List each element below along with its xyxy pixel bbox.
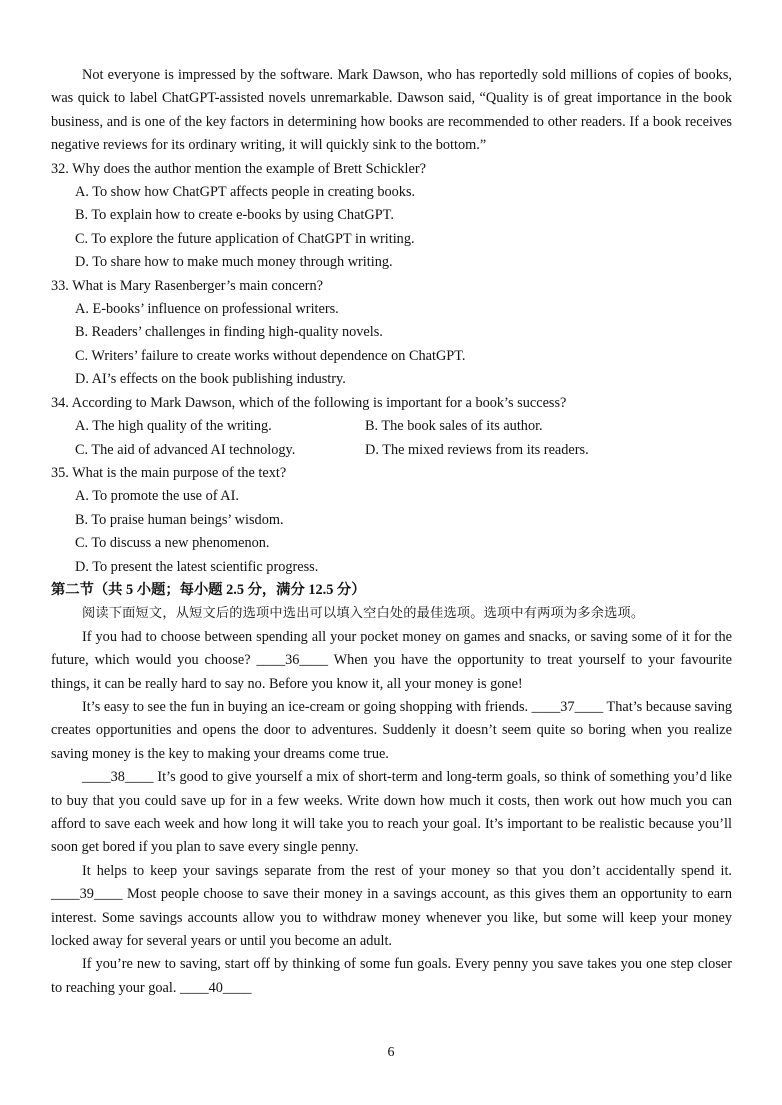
section-instruction: 阅读下面短文，从短文后的选项中选出可以填入空白处的最佳选项。选项中有两项为多余选项。 [82, 606, 645, 622]
option-a: A. To show how ChatGPT affects people in creating books. [75, 184, 416, 201]
option-a: A. The high quality of the writing. [75, 418, 272, 435]
option-a: A. E-books’ influence on professional writers. [75, 301, 339, 318]
section-heading: 第二节（共 5 小题；每小题 2.5 分，满分 12.5 分） [51, 581, 366, 598]
question-stem: 33. What is Mary Rasenberger’s main concern? [51, 277, 323, 294]
cloze-paragraph-1: If you had to choose between spending all your pocket money on games and snacks, or saving some of it for the future, which would you choose? ____36____ When you have the opportunity to treat yourself to your favourite things, it can be really hard to say no. Before you know it, all your money is gone! [51, 628, 732, 692]
option-row [51, 439, 732, 462]
option-c: C. To explore the future application of ChatGPT in writing. [75, 230, 415, 247]
page-number: 6 [387, 1045, 395, 1060]
option-d: D. AI’s effects on the book publishing industry. [75, 371, 346, 388]
question-33 [51, 275, 732, 392]
cloze-paragraph-3: ____38____ It’s good to give yourself a mix of short-term and long-term goals, so think of something you’d like to buy that you could save up for in a few weeks. Write down how much it costs, then work out how much you can afford to save each week and how long it will take you to reach your goal. It’s important to be realistic because you’ll soon get bored if you plan to save every single penny. [51, 769, 732, 856]
option-c: C. To discuss a new phenomenon. [75, 535, 270, 552]
question-stem: 34. According to Mark Dawson, which of the following is important for a book’s success? [51, 394, 567, 411]
cloze-paragraph-5: If you’re new to saving, start off by thinking of some fun goals. Every penny you save takes you one step closer to reaching your goal. ____40____ [51, 956, 732, 996]
cloze-paragraph-4: It helps to keep your savings separate from the rest of your money so that you don’t accidentally spend it. ____39____ Most people choose to save their money in a savings account, as this gives them an opportunity to earn interest. Some savings accounts allow you to withdraw money whenever you like, but some will keep your money locked away for several years or until you become an adult. [51, 862, 732, 950]
question-stem: 32. Why does the author mention the example of Brett Schickler? [51, 160, 426, 177]
question-35 [51, 462, 732, 579]
option-d: D. To share how to make much money through writing. [75, 254, 393, 271]
option-b: B. Readers’ challenges in finding high-quality novels. [75, 324, 383, 341]
cloze-paragraph-2: It’s easy to see the fun in buying an ice-cream or going shopping with friends. ____37____ That’s because saving creates opportunities and opens the door to adventures. Suddenly it doesn’t seem quite so boring when you realize saving money is the key to making your dreams come true. [51, 698, 732, 762]
exam-page [51, 64, 732, 1000]
option-d: D. The mixed reviews from its readers. [365, 441, 589, 458]
question-34 [51, 392, 732, 462]
option-b: B. The book sales of its author. [365, 418, 543, 435]
option-c: C. The aid of advanced AI technology. [75, 441, 296, 458]
question-32 [51, 158, 732, 275]
option-c: C. Writers’ failure to create works without dependence on ChatGPT. [75, 347, 466, 364]
option-b: B. To explain how to create e-books by using ChatGPT. [75, 207, 394, 224]
question-stem: 35. What is the main purpose of the text? [51, 464, 287, 481]
passage-paragraph: Not everyone is impressed by the software. Mark Dawson, who has reportedly sold millions of copies of books, was quick to label ChatGPT-assisted novels unremarkable. Dawson said, “Quality is of great importance in the book business, and is one of the key factors in determining how books are recommended to other readers. If a book receives negative reviews for its ordinary writing, it will quickly sink to the bottom.” [51, 67, 732, 154]
option-d: D. To present the latest scientific progress. [75, 558, 319, 575]
option-b: B. To praise human beings’ wisdom. [75, 511, 284, 528]
option-row [51, 415, 732, 438]
option-a: A. To promote the use of AI. [75, 488, 239, 505]
